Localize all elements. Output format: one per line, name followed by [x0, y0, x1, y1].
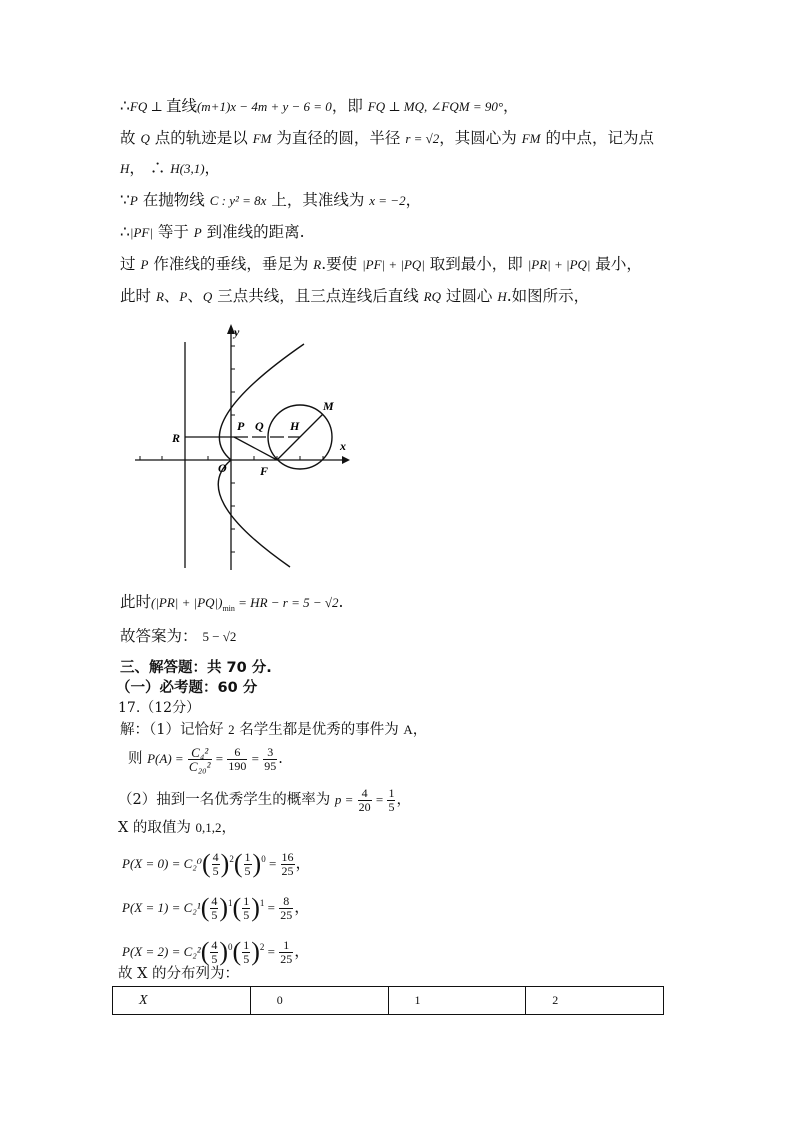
math-fq: FQ: [129, 99, 148, 114]
paren-close: ): [251, 937, 260, 967]
text: 为直径的圆，半径: [271, 129, 406, 147]
answer-label: 故答案为：: [120, 627, 203, 645]
numerator: 1: [243, 893, 250, 908]
paren-close: ): [220, 849, 230, 879]
p-x1-lhs: P(X = 1) = C₂¹: [122, 900, 201, 916]
line-equation: (m+1)x − 4m + y − 6 = 0: [196, 99, 332, 114]
paren-open: (: [232, 893, 242, 923]
text: 、: [163, 287, 180, 305]
text: 点的轨迹是以: [149, 129, 253, 147]
radius-value: r = √2: [405, 131, 440, 146]
numerator: 4: [211, 893, 218, 908]
section-header: 三、解答题：共 70 分.: [120, 660, 272, 676]
table-cell: 2: [526, 987, 664, 1015]
min-expression: (|PR| + |PQ|): [151, 595, 223, 610]
denominator: 25: [280, 951, 293, 966]
text: 解：（1）记恰好: [120, 722, 229, 738]
text: .如图所示，: [506, 287, 590, 305]
denominator: 5: [244, 863, 251, 878]
comma: ，: [503, 97, 519, 115]
numerator: C₄²: [188, 746, 212, 760]
h-coordinates: H(3,1): [170, 161, 205, 176]
denominator: 5: [243, 951, 250, 966]
fraction-combination: [188, 746, 212, 773]
solution-line-8: [120, 592, 343, 619]
solution-line-9: [120, 626, 236, 647]
math-rq: RQ: [423, 289, 441, 304]
fraction-4-20: [358, 787, 372, 814]
table-cell: 1: [388, 987, 526, 1015]
comma: ，: [294, 898, 310, 917]
denominator: 5: [388, 799, 395, 814]
comma: ，: [412, 722, 428, 738]
label-x: x: [340, 439, 346, 453]
denominator: 5: [211, 951, 218, 966]
text: 上，其准线为: [266, 191, 370, 209]
solution-line-7: [120, 286, 589, 307]
numerator: 4: [358, 787, 372, 801]
min-value: = HR − r = 5 − √2: [234, 595, 339, 610]
numerator: 1: [388, 785, 395, 800]
fraction-3-95: [263, 746, 277, 773]
text: （2）抽到一名优秀学生的概率为: [118, 792, 335, 808]
denominator: 95: [264, 758, 277, 773]
exponent: 0: [228, 942, 233, 952]
p-of-a: P(A) =: [147, 751, 187, 766]
equals: =: [372, 792, 387, 807]
probability-x2: [122, 932, 310, 967]
comma: ，: [295, 854, 312, 873]
comma: ，: [405, 191, 422, 209]
text: 则: [128, 751, 148, 767]
text: 过圆心: [440, 287, 498, 305]
sum-pf-pq: |PF| + |PQ|: [362, 257, 425, 272]
perp-statement: FQ ⊥ MQ, ∠FQM = 90°: [367, 99, 504, 114]
text: 三点共线，且三点连线后直线: [212, 287, 424, 305]
fraction-4-5: [210, 939, 218, 966]
directrix-equation: x = −2: [369, 193, 406, 208]
label-f: F: [260, 464, 269, 478]
solution-line-3: [120, 158, 220, 179]
label-o: O: [218, 461, 227, 475]
fraction-8-25: [279, 895, 293, 922]
label-q: Q: [255, 419, 264, 433]
numerator: 16: [281, 849, 294, 864]
text: 取到最小，即: [424, 255, 528, 273]
subsection-header: （一）必考题：60 分: [116, 680, 258, 696]
sum-pr-pq: |PR| + |PQ|: [527, 257, 591, 272]
therefore-symbol: ∴: [120, 223, 130, 241]
text: 、: [187, 287, 203, 305]
parabola-figure: [130, 322, 350, 572]
comma: ，: [204, 159, 221, 177]
solution-line-1: [120, 96, 519, 117]
fraction-16-25: [281, 851, 295, 878]
comma: ，: [396, 792, 411, 808]
text: ， ∴: [129, 159, 171, 177]
text: 在抛物线: [137, 191, 210, 209]
solution-line-2: [120, 128, 654, 149]
text: ，其圆心为: [439, 129, 522, 147]
numerator: 1: [243, 937, 250, 952]
denominator: 5: [243, 907, 250, 922]
exponent: 0: [261, 854, 266, 864]
perp-symbol: ⊥: [147, 99, 166, 114]
denominator: 20: [358, 799, 371, 814]
equals: =: [248, 751, 263, 766]
math-p: P: [129, 193, 138, 208]
table-cell: 0: [250, 987, 388, 1015]
math-r: R: [313, 257, 322, 272]
text: .要使: [321, 255, 363, 273]
numerator: 4: [212, 849, 219, 864]
denominator: 5: [212, 863, 219, 878]
exponent: 2: [229, 854, 234, 864]
paren-close: ): [219, 937, 229, 967]
text: 到准线的距离.: [201, 223, 305, 241]
text: 故: [120, 129, 141, 147]
x-values-line: [118, 818, 236, 838]
therefore-symbol: ∴: [120, 97, 130, 115]
paren-open: (: [200, 937, 210, 967]
text: 最小，: [590, 255, 642, 273]
text: 的中点，记为点: [540, 129, 654, 147]
text: 过: [120, 255, 141, 273]
math-h: H: [120, 161, 130, 176]
because-symbol: ∵: [120, 191, 130, 209]
math-pf: |PF|: [129, 225, 153, 240]
fraction-1-5: [242, 939, 250, 966]
label-y: y: [234, 325, 240, 339]
denominator: 25: [280, 907, 293, 922]
paren-close: ): [252, 849, 262, 879]
solution-part-2: [118, 786, 411, 814]
probability-pa: [128, 744, 283, 774]
math-r: R: [155, 289, 164, 304]
fraction-1-25: [279, 939, 293, 966]
text: 此时: [120, 287, 156, 305]
numerator: 1: [279, 939, 293, 953]
min-subscript: min: [222, 604, 235, 614]
exponent: 1: [228, 898, 233, 908]
paren-close: ): [219, 893, 229, 923]
answer-value: 5 − √2: [202, 629, 237, 644]
fraction-6-190: [227, 746, 247, 773]
solution-part-1: [120, 720, 427, 740]
p-equals: p =: [334, 792, 357, 807]
period: .: [278, 751, 283, 767]
fraction-1-5: [387, 787, 395, 814]
text-ji: ，即: [331, 97, 368, 115]
text-zhixian: 直线: [165, 97, 197, 115]
solution-line-5: [120, 222, 305, 243]
fraction-4-5: [212, 851, 220, 878]
text: 名学生都是优秀的事件为: [234, 722, 404, 738]
math-p: P: [140, 257, 149, 272]
equals: =: [265, 856, 280, 872]
denominator: 25: [281, 863, 294, 878]
comma: ，: [221, 820, 237, 836]
distribution-table: [112, 986, 664, 1015]
label-m: M: [323, 399, 334, 413]
paren-open: (: [202, 849, 211, 879]
equals: =: [264, 900, 279, 916]
math-h: H: [497, 289, 507, 304]
numerator: 4: [211, 937, 218, 952]
event-a: A: [403, 722, 413, 737]
solution-line-6: [120, 254, 642, 275]
exponent: 2: [259, 942, 265, 952]
p-x0-lhs: P(X = 0) = C₂⁰: [122, 856, 202, 872]
paren-open: (: [233, 849, 243, 879]
text: 作准线的垂线，垂足为: [148, 255, 314, 273]
label-h: H: [290, 419, 300, 433]
distribution-intro: 故 X 的分布列为：: [118, 966, 240, 982]
comma: ，: [294, 942, 310, 961]
denominator: 190: [228, 758, 247, 773]
fraction-1-5: [244, 851, 252, 878]
period: .: [338, 593, 344, 611]
x-values: 0,1,2: [195, 820, 222, 835]
equals: =: [264, 944, 279, 960]
x-axis-arrow: [342, 456, 350, 464]
p-x2-lhs: P(X = 2) = C₂²: [122, 944, 201, 960]
exponent: 1: [259, 898, 265, 908]
table-row: [113, 987, 664, 1015]
numerator: 8: [279, 895, 293, 909]
math-q: Q: [202, 289, 213, 304]
probability-x1: [122, 888, 310, 923]
label-p: P: [237, 419, 245, 433]
math-q: Q: [140, 131, 150, 146]
fraction-1-5: [242, 895, 250, 922]
numerator: 3: [263, 746, 277, 760]
paren-open: (: [232, 937, 242, 967]
paren-open: (: [200, 893, 210, 923]
math-p: P: [179, 289, 188, 304]
numerator: 6: [227, 746, 247, 760]
math-fm: FM: [252, 131, 272, 146]
text: 此时: [120, 593, 152, 611]
number: 2: [228, 722, 235, 737]
denominator: 5: [211, 907, 218, 922]
fraction-4-5: [210, 895, 218, 922]
text: 等于: [152, 223, 194, 241]
text: X 的取值为: [118, 820, 196, 836]
label-r: R: [172, 431, 181, 445]
paren-close: ): [251, 893, 260, 923]
solution-line-4: [120, 190, 421, 211]
numerator: 1: [244, 849, 251, 864]
denominator: C₂₀²: [188, 758, 211, 774]
math-fm: FM: [521, 131, 541, 146]
parabola-equation: C : y² = 8x: [209, 193, 267, 208]
probability-x0: [122, 844, 311, 879]
table-cell: X: [113, 987, 251, 1015]
equals: =: [212, 751, 227, 766]
problem-number: 17.（12分）: [118, 700, 201, 716]
math-p: P: [193, 225, 202, 240]
